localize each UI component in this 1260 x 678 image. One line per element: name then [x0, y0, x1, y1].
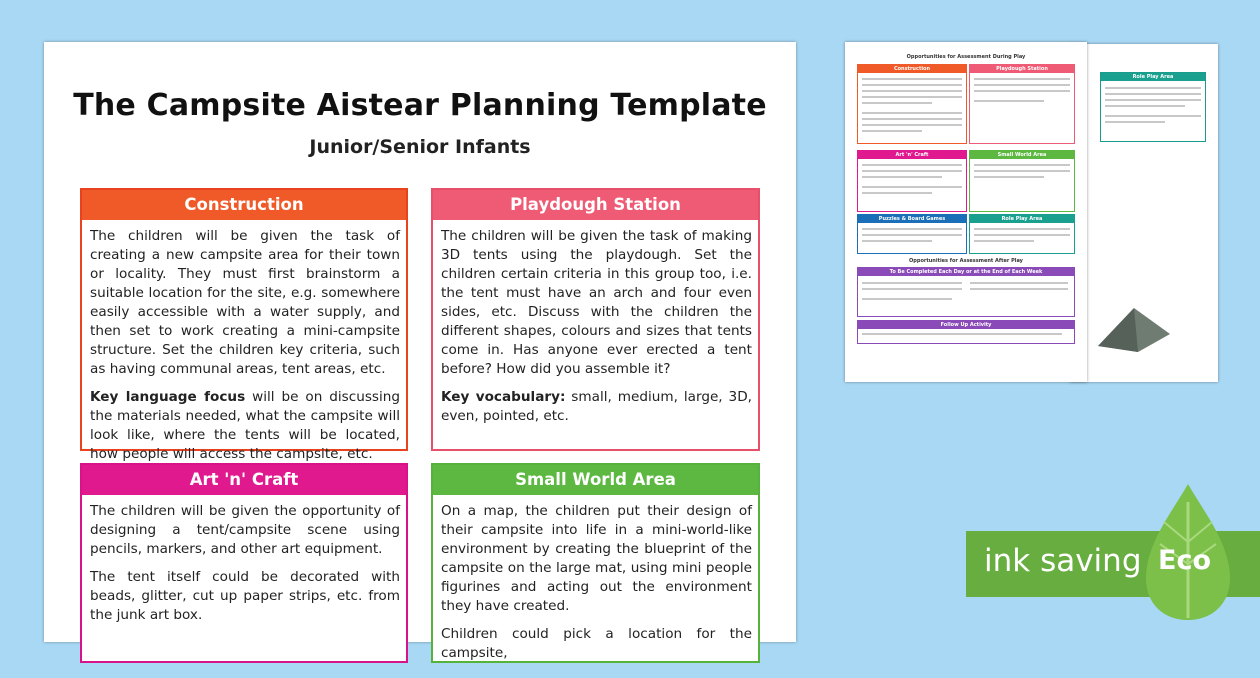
thumb-box-smallworld-heading: Small World Area — [970, 151, 1074, 159]
thumb-box-construction-heading: Construction — [858, 65, 966, 73]
thumb-box-playdough — [969, 64, 1075, 144]
art-text-1: The children will be given the opportunity of designing a tent/campsite scene using pencils, markers, and other art equipment. — [90, 503, 400, 557]
thumb-box-playdough-heading: Playdough Station — [970, 65, 1074, 73]
thumb-box-puzzles — [857, 214, 967, 254]
construction-heading: Construction — [82, 190, 406, 220]
construction-box — [80, 188, 408, 462]
thumb-box-roleplay-heading: Role Play Area — [970, 215, 1074, 223]
page-subtitle: Junior/Senior Infants — [309, 136, 531, 158]
thumb-back-roleplay-heading: Role Play Area — [1101, 73, 1205, 81]
thumb-bar-completed-heading: To Be Completed Each Day or at the End of Each Week — [858, 268, 1074, 276]
tent-image — [1094, 294, 1174, 354]
thumb-box-art — [857, 150, 967, 212]
smallworld-box — [431, 463, 760, 663]
thumb-box-puzzles-heading: Puzzles & Board Games — [858, 215, 966, 223]
playdough-vocabulary-label: Key vocabulary: — [441, 389, 566, 405]
construction-text: The children will be given the task of creating a new campsite area for their town or locality. They must first brainstorm a suitable location for the site, e.g. somewhere easily accessible with a water supply, and then set to work creating a mini-campsite structure. Set the children key criteria, such as having communal areas, tent areas, etc. — [90, 228, 400, 377]
construction-language-label: Key language focus — [90, 389, 246, 405]
eco-label: Eco — [1158, 545, 1211, 576]
art-text-2: The tent itself could be decorated with beads, glitter, cut up paper strips, etc. from the junk art box. — [90, 569, 400, 623]
thumb-box-roleplay — [969, 214, 1075, 254]
thumb-bar-followup — [857, 320, 1075, 344]
smallworld-text-1: On a map, the children put their design of their campsite into life in a mini-world-like environment by creating the blueprint of the campsite on the large mat, using mini people figurines and acting out the environment they have created. — [441, 503, 752, 614]
thumb-box-construction — [857, 64, 967, 144]
art-heading: Art 'n' Craft — [82, 465, 406, 495]
art-box — [80, 463, 408, 663]
thumb-back-roleplay-box — [1100, 72, 1206, 142]
smallworld-text-2: Children could pick a location for the campsite, — [441, 626, 752, 661]
construction-language — [90, 388, 400, 464]
thumbnail-page-front — [845, 42, 1087, 382]
thumb-box-art-heading: Art 'n' Craft — [858, 151, 966, 159]
page-title: The Campsite Aistear Planning Template — [73, 88, 767, 123]
thumb-bar-completed — [857, 267, 1075, 317]
smallworld-heading: Small World Area — [433, 465, 758, 495]
playdough-text: The children will be given the task of making 3D tents using the playdough. Set the children certain criteria in this group too, i.e. the tent must have an arch and four even sides, etc. Discuss with the children the different shapes, colours and sizes that tents come in. Has anyone ever erected a tent before? How did you assemble it? — [441, 228, 752, 377]
thumb-after-heading: Opportunities for Assessment After Play — [909, 258, 1023, 264]
thumb-bar-followup-heading: Follow Up Activity — [858, 321, 1074, 329]
playdough-vocabulary-text: small, medium, large, 3D, even, pointed, etc. — [441, 389, 752, 424]
playdough-heading: Playdough Station — [433, 190, 758, 220]
playdough-vocabulary — [441, 388, 752, 426]
playdough-box — [431, 188, 760, 451]
thumb-box-smallworld — [969, 150, 1075, 212]
construction-language-text: will be on discussing the materials needed, what the campsite will look like, where the tents will be located, how people will access the campsite, etc. — [90, 389, 400, 462]
ink-saving-label: ink saving — [984, 543, 1142, 579]
thumb-heading: Opportunities for Assessment During Play — [906, 54, 1026, 60]
thumbnail-page-back — [1070, 44, 1218, 382]
document-page — [44, 42, 796, 661]
